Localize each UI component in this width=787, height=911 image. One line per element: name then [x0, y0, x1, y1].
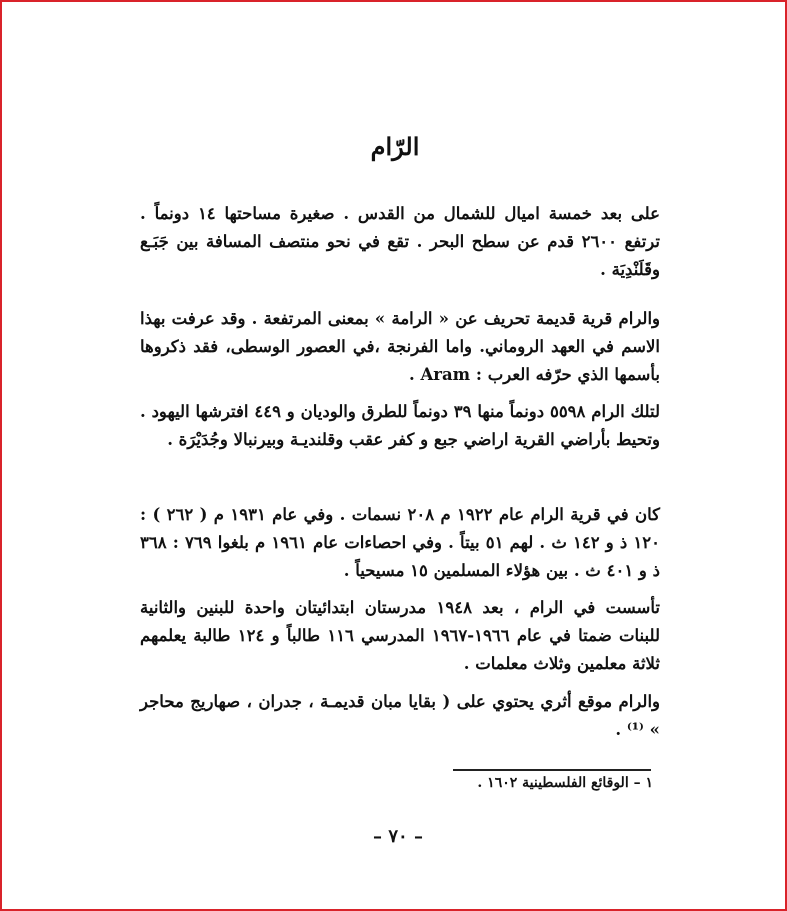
paragraph-lands: لتلك الرام ٥٥٩٨ دونماً منها ٣٩ دونماً للطرق والوديان و ٤٤٩ افترشها اليهود . وتحيط بأراضي القرية اراضي جبع و كفر عقب وقلنديـة وبيرنبالا وجُدَيْرَة .: [140, 402, 660, 449]
paragraph-archaeology: والرام موقع أثري يحتوي على ( بقايا مبان قديمـة ، جدران ، صهاريج محاجر » ⁽¹⁾ .: [140, 692, 660, 739]
paragraph-schools: تأسست في الرام ، بعد ١٩٤٨ مدرستان ابتدائيتان واحدة للبنين والثانية للبنات ضمتا في عام ١٩٦٦-١٩٦٧ المدرسي ١١٦ طالباً و ١٢٤ طالبة يعلمهم ثلاثة معلمين وثلاث معلمات .: [140, 598, 661, 673]
footnote: ١ – الوقائع الفلسطينية ١٦٠٢ .: [477, 775, 653, 791]
page-number: – ٧٠ –: [373, 826, 423, 847]
footnote-divider: [453, 769, 651, 771]
page-title: الرّام: [370, 132, 420, 161]
paragraph-history: والرام قرية قديمة تحريف عن « الرامة » بمعنى المرتفعة . وقد عرفت بهذا الاسم في العهد الروماني. واما الفرنجة ،في العصور الوسطى، فقد ذكروها بأسمها الذي حرّفه العرب : Aram .: [140, 309, 660, 384]
paragraph-location: على بعد خمسة اميال للشمال من القدس . صغيرة مساحتها ١٤ دونماً . ترتفع ٢٦٠٠ قدم عن سطح البحر . تقع في نحو منتصف المسافة بين جَبَـع وقَلَنْدِيَة .: [140, 204, 660, 279]
paragraph-population: كان في قرية الرام عام ١٩٢٢ م ٢٠٨ نسمات . وفي عام ١٩٣١ م ( ٢٦٢ ) : ١٢٠ ذ و ١٤٢ ث . لهم ٥١ بيتاً . وفي احصاءات عام ١٩٦١ م بلغوا ٧٦٩ : ٣٦٨ ذ و ٤٠١ ث . بين هؤلاء المسلمين ١٥ مسيحياً .: [140, 505, 660, 580]
